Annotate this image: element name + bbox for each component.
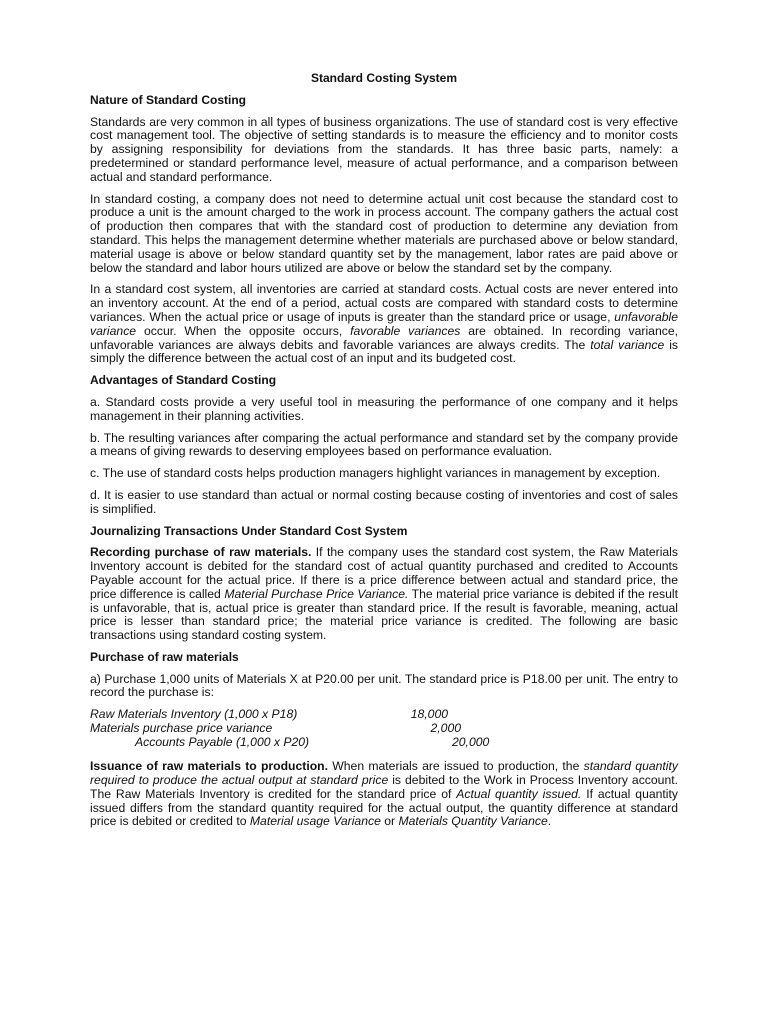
paragraph-nature-1: Standards are very common in all types of business organizations. The use of standard cost is very effective cost management tool. The objective of setting standards is to measure the efficiency and to monitor costs by assigning responsibility for deviations from the standards. It has three basic parts, namely: a predetermined or standard performance level, measure of actual performance, and a comparison between actual and standard performance.	[90, 114, 678, 184]
entry-account: Materials purchase price variance	[90, 721, 273, 736]
advantage-a: a. Standard costs provide a very useful tool in measuring the performance of one company and it helps management in their planning activities.	[90, 394, 678, 423]
heading-nature: Nature of Standard Costing	[90, 92, 247, 107]
text-run: is debited to the Work in Process Inventory account. The Raw Materials Inventory is credited for the standard price of	[90, 773, 678, 801]
text-run: When materials are issued to production, the	[328, 759, 584, 774]
term-unfavorable-variance: unfavorable variance	[90, 309, 678, 338]
term-standard-quantity: standard quantity required to produce the actual output at standard price	[90, 759, 678, 788]
term-actual-quantity-issued: Actual quantity issued.	[456, 786, 582, 801]
text-run: is simply the difference between the actual cost of an input and its budgeted cost.	[90, 337, 678, 366]
text-run: .	[547, 814, 552, 829]
advantage-d: d. It is easier to use standard than actual or normal costing because costing of inventories and cost of sales is simplified.	[90, 487, 678, 516]
entry-debit: 18,000	[410, 707, 448, 722]
journal-entry	[90, 708, 678, 750]
paragraph-nature-3	[90, 283, 678, 366]
text-run: If actual quantity issued differs from the standard quantity required for the actual output, the quantity difference at standard price is debited or credited to	[90, 786, 678, 829]
text-run: are obtained. In recording variance, unfavorable variances are always debits and favorable variances are always credits. The	[90, 323, 678, 352]
text-run: The material price variance is debited if the result is unfavorable, that is, actual price is greater than standard price. If the result is favorable, meaning, actual price is lesser than standard price; the material price variance is credited. The following are basic transactions using standard costing system.	[90, 586, 678, 643]
text-run: In a standard cost system, all inventories are carried at standard costs. Actual costs are never entered into an inventory account. At the end of a period, actual costs are compared with standard costs to determine variances. When the actual price or usage of inputs is greater than the standard price or usage,	[90, 282, 678, 324]
lead-issuance: Issuance of raw materials to production.	[90, 759, 329, 774]
text-run: If the company uses the standard cost system, the Raw Materials Inventory account is debited for the standard cost of actual quantity purchased and credited to Accounts Payable account for the actual price. If there is a price difference between actual and standard price, the price difference is called	[90, 545, 678, 601]
advantage-b: b. The resulting variances after comparing the actual performance and standard set by the company provide a means of giving rewards to deserving employees based on performance evaluation.	[90, 430, 678, 459]
advantage-c: c. The use of standard costs helps production managers highlight variances in management by exception.	[90, 466, 661, 481]
heading-journalizing: Journalizing Transactions Under Standard Cost System	[90, 523, 408, 538]
paragraph-purchase: a) Purchase 1,000 units of Materials X at P20.00 per unit. The standard price is P18.00 per unit. The entry to record the purchase is:	[90, 671, 678, 700]
text-run: or	[380, 814, 399, 829]
paragraph-nature-2: In standard costing, a company does not need to determine actual unit cost because the standard cost to produce a unit is the amount charged to the work in process account. The company gathers the actual cost of production then compares that with the standard cost of production to determine any deviation from standard. This helps the management determine whether materials are purchased above or below standard, material usage is above or below standard quantity set by the management, labor rates are paid above or below the standard and labor hours utilized are above or below the standard set by the company.	[90, 191, 678, 275]
paragraph-journalizing	[90, 546, 678, 643]
heading-advantages: Advantages of Standard Costing	[90, 373, 277, 388]
journal-entry-row	[90, 708, 678, 722]
entry-debit: 2,000	[430, 721, 461, 736]
entry-account: Accounts Payable (1,000 x P20)	[135, 735, 310, 750]
paragraph-issuance	[90, 760, 678, 829]
text-run: occur. When the opposite occurs,	[136, 323, 351, 338]
term-total-variance: total variance	[590, 337, 665, 352]
entry-credit: 20,000	[452, 735, 490, 750]
entry-account: Raw Materials Inventory (1,000 x P18)	[90, 707, 298, 722]
term-favorable-variances: favorable variances	[350, 323, 461, 338]
document-title: Standard Costing System	[310, 71, 458, 85]
term-material-purchase-price-variance: Material Purchase Price Variance.	[224, 586, 409, 601]
heading-purchase: Purchase of raw materials	[90, 649, 239, 664]
term-materials-quantity-variance: Materials Quantity Variance	[398, 814, 548, 829]
lead-recording-purchase: Recording purchase of raw materials.	[90, 545, 312, 560]
journal-entry-row	[90, 722, 678, 736]
term-material-usage-variance: Material usage Variance	[249, 814, 381, 829]
journal-entry-row	[90, 736, 678, 750]
